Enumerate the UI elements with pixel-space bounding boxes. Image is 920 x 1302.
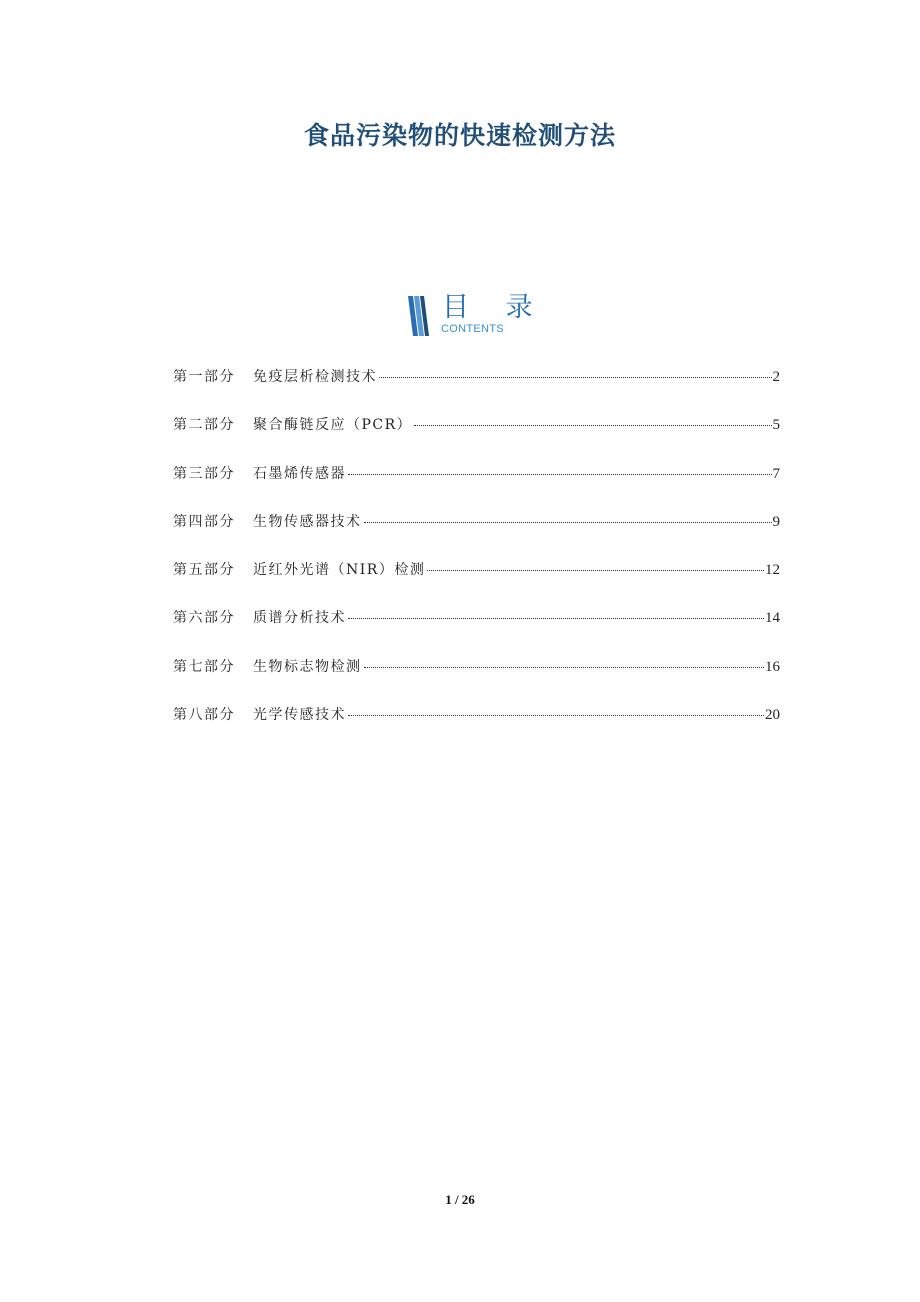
toc-entry-2[interactable] [173, 414, 780, 462]
toc-entry-title: 光学传感技术 [253, 707, 346, 724]
toc-part-label: 第八部分 [173, 707, 235, 724]
toc-header [408, 292, 547, 340]
toc-entry-3[interactable] [173, 463, 780, 511]
toc-part-label: 第二部分 [173, 417, 235, 434]
toc-part-label: 第五部分 [173, 562, 235, 579]
dot-leader [364, 666, 765, 668]
toc-page-number: 14 [765, 610, 780, 627]
toc-entry-7[interactable] [173, 656, 780, 704]
toc-part-label: 第七部分 [173, 658, 235, 675]
toc-page-number: 20 [765, 707, 780, 724]
page-indicator: 1 / 26 [445, 1192, 475, 1207]
toc-page-number: 2 [772, 369, 780, 385]
toc-entry-title: 石墨烯传感器 [253, 465, 346, 482]
toc-entry-title: 免疫层析检测技术 [253, 369, 377, 385]
toc-entry-1[interactable] [173, 366, 780, 414]
toc-page-number: 9 [772, 513, 780, 530]
toc-page-number: 5 [772, 417, 780, 434]
toc-part-label: 第一部分 [173, 369, 235, 385]
toc-page-number: 12 [765, 562, 780, 579]
toc-entry-4[interactable] [173, 511, 780, 559]
toc-part-label: 第三部分 [173, 465, 235, 482]
toc-entry-title: 生物传感器技术 [253, 513, 362, 530]
dot-leader [379, 376, 772, 378]
toc-heading: 目 录 [442, 292, 547, 323]
toc-stripes-icon [408, 296, 432, 336]
toc-page-number: 16 [765, 658, 780, 675]
dot-leader [427, 569, 764, 571]
toc-entry-title: 近红外光谱（NIR）检测 [253, 562, 426, 579]
toc-part-label: 第六部分 [173, 610, 235, 627]
table-of-contents [173, 366, 780, 752]
toc-entry-title: 质谱分析技术 [253, 610, 346, 627]
toc-entry-8[interactable] [173, 704, 780, 752]
document-title: 食品污染物的快速检测方法 [303, 121, 616, 150]
toc-entry-6[interactable] [173, 607, 780, 655]
dot-leader [414, 424, 771, 426]
toc-page-number: 7 [772, 465, 780, 482]
dot-leader [348, 714, 764, 716]
dot-leader [348, 473, 772, 475]
toc-subheading: CONTENTS [441, 323, 504, 335]
toc-entry-5[interactable] [173, 559, 780, 607]
toc-part-label: 第四部分 [173, 513, 235, 530]
toc-entry-title: 聚合酶链反应（PCR） [253, 417, 413, 434]
dot-leader [364, 521, 772, 523]
dot-leader [348, 617, 764, 619]
toc-entry-title: 生物标志物检测 [253, 658, 362, 675]
